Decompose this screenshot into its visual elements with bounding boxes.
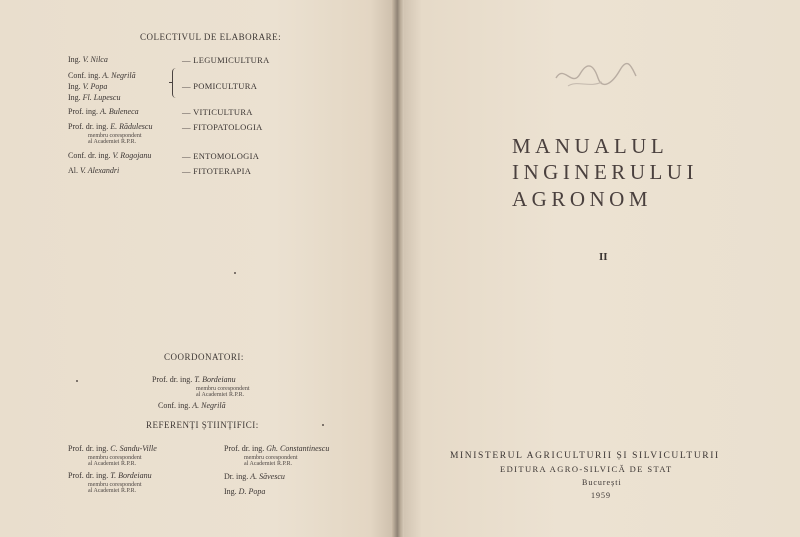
collective-header: COLECTIVUL DE ELABORARE: bbox=[140, 32, 282, 42]
referee-note: membru corespondent bbox=[88, 455, 142, 461]
coordinator-row: Prof. dr. ing. T. Bordeianu bbox=[152, 375, 236, 384]
referee-note: al Academiei R.P.R. bbox=[244, 461, 293, 467]
author-row: Ing. Fl. Lupescu bbox=[68, 93, 121, 102]
referee-row: Prof. dr. ing. Gh. Constantinescu bbox=[224, 444, 330, 453]
referee-note: al Academiei R.P.R. bbox=[88, 488, 137, 494]
author-row: Al. V. Alexandri bbox=[68, 166, 120, 175]
book-gutter bbox=[392, 0, 404, 537]
book-title-line3: AGRONOM bbox=[512, 187, 653, 211]
author-row: Prof. dr. ing. E. Rădulescu bbox=[68, 122, 153, 131]
author-dept: — ENTOMOLOGIA bbox=[182, 151, 260, 161]
author-row: Prof. ing. A. Buleneca bbox=[68, 107, 139, 116]
referee-row: Prof. dr. ing. C. Sandu-Ville bbox=[68, 444, 157, 453]
referee-note: al Academiei R.P.R. bbox=[88, 461, 137, 467]
pencil-scribble-icon bbox=[550, 58, 640, 98]
publisher-ministry: MINISTERUL AGRICULTURII ȘI SILVICULTURII bbox=[450, 451, 720, 461]
book-title-line2: INGINERULUI bbox=[512, 160, 698, 184]
author-note: membru corespondent bbox=[88, 133, 142, 139]
referee-row: Dr. ing. A. Săvescu bbox=[224, 472, 285, 481]
paper-speck bbox=[234, 272, 236, 274]
referee-note: membru corespondent bbox=[88, 482, 142, 488]
author-dept: — FITOPATOLOGIA bbox=[182, 122, 263, 132]
referee-note: membru corespondent bbox=[244, 455, 298, 461]
author-row: Ing. V. Popa bbox=[68, 82, 108, 91]
author-dept: — LEGUMICULTURA bbox=[182, 55, 270, 65]
brace-icon bbox=[172, 68, 179, 98]
coordinators-header: COORDONATORI: bbox=[164, 352, 244, 362]
author-row: Conf. ing. A. Negrilă bbox=[68, 71, 136, 80]
coordinator-note: al Academiei R.P.R. bbox=[196, 392, 245, 398]
publisher-name: EDITURA AGRO-SILVICĂ DE STAT bbox=[500, 464, 673, 474]
referee-row: Prof. dr. ing. T. Bordeianu bbox=[68, 471, 152, 480]
referees-header: REFERENȚI ȘTIINȚIFICI: bbox=[146, 420, 259, 430]
book-title-line1: MANUALUL bbox=[512, 134, 669, 158]
author-dept: — VITICULTURA bbox=[182, 107, 253, 117]
paper-speck bbox=[322, 424, 324, 426]
author-note: al Academiei R.P.R. bbox=[88, 139, 137, 145]
author-dept: — POMICULTURA bbox=[182, 81, 258, 91]
volume-number: II bbox=[599, 251, 608, 263]
coordinator-note: membru corespondent bbox=[196, 386, 250, 392]
author-row: Conf. dr. ing. V. Rogojanu bbox=[68, 151, 152, 160]
coordinator-row: Conf. ing. A. Negrilă bbox=[158, 401, 226, 410]
publication-year: 1959 bbox=[591, 491, 611, 500]
paper-speck bbox=[76, 380, 78, 382]
publisher-city: București bbox=[582, 478, 622, 487]
author-dept: — FITOTERAPIA bbox=[182, 166, 252, 176]
referee-row: Ing. D. Popa bbox=[224, 487, 266, 496]
author-row: Ing. V. Nilca bbox=[68, 55, 108, 64]
